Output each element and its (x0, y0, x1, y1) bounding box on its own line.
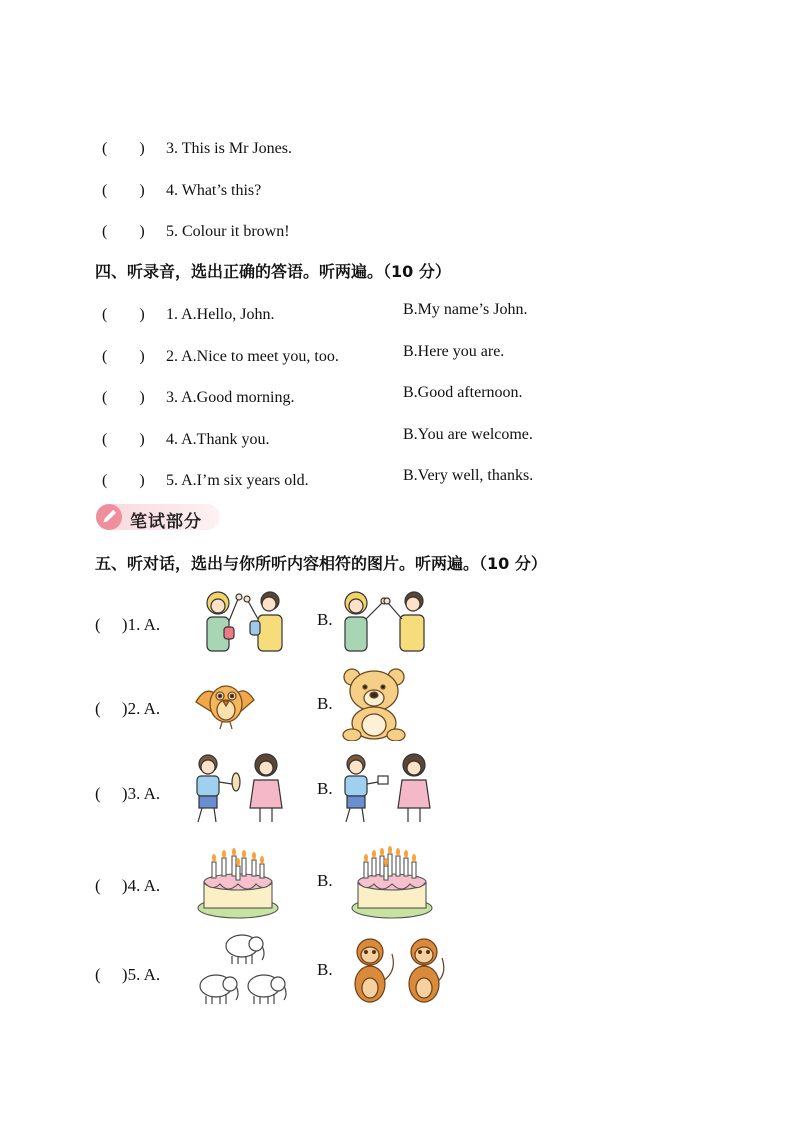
picture-question-5: ( )5. A. B. (95, 960, 333, 984)
picture-question-3: ( )3. A. B. (95, 779, 333, 803)
answer-blank[interactable]: ( ) (102, 348, 145, 365)
section-5-heading: 五、听对话，选出与你所听内容相符的图片。听两遍。（10 分） (95, 554, 547, 573)
answer-blank[interactable]: ( ) (102, 306, 145, 323)
answer-blank[interactable]: ( ) (102, 472, 145, 489)
option-b: B.My name’s John. (403, 301, 528, 318)
two-monkeys-picture[interactable] (348, 934, 448, 1006)
option-b: B.Good afternoon. (403, 384, 523, 401)
pencil-icon (96, 504, 122, 530)
option-a: A.Good morning. (181, 389, 295, 406)
option-b: B.You are welcome. (403, 426, 533, 443)
picture-question-4: ( )4. A. B. (95, 871, 333, 895)
boy-giving-ice-cream-picture[interactable] (190, 752, 286, 824)
option-a: A.Thank you. (181, 431, 270, 448)
cake-seven-candles-picture[interactable] (196, 842, 280, 920)
three-elephants-picture[interactable] (194, 932, 290, 1008)
picture-question-2: ( )2. A. B. (95, 694, 333, 718)
question-3-4: ( ) 4. What’s this? (102, 177, 261, 200)
question-3-3: ( ) 3. This is Mr Jones. (102, 135, 292, 158)
written-part-banner: 笔试部分 (96, 504, 220, 530)
bird-picture[interactable] (192, 672, 258, 732)
cake-eight-candles-picture[interactable] (350, 842, 434, 920)
answer-blank[interactable]: ( ) (102, 140, 145, 157)
section-4-heading: 四、听录音，选出正确的答语。听两遍。（10 分） (95, 262, 451, 281)
answer-blank[interactable]: ( ) (102, 223, 145, 240)
option-b: B.Very well, thanks. (403, 467, 534, 484)
question-4-3: ( ) 3. A.Good morning. B.Good afternoon. (102, 384, 523, 406)
kids-high-five-picture[interactable] (338, 587, 434, 653)
answer-blank[interactable]: ( ) (102, 389, 145, 406)
question-3-5: ( ) 5. Colour it brown! (102, 218, 290, 241)
answer-blank[interactable]: ( ) (102, 182, 145, 199)
question-4-5: ( ) 5. A.I’m six years old. B.Very well, thanks. (102, 467, 534, 489)
teddy-bear-picture[interactable] (338, 665, 410, 741)
question-4-2: ( ) 2. A.Nice to meet you, too. B.Here you are. (102, 343, 505, 365)
answer-blank[interactable]: ( ) (102, 431, 145, 448)
boy-giving-card-picture[interactable] (338, 752, 434, 824)
option-b: B.Here you are. (403, 343, 505, 360)
option-a: A.Nice to meet you, too. (181, 348, 339, 365)
question-4-1: ( ) 1. A.Hello, John. B.My name’s John. (102, 301, 528, 323)
option-a: A.I’m six years old. (181, 472, 309, 489)
option-a: A.Hello, John. (181, 306, 275, 323)
kids-waving-picture[interactable] (192, 587, 292, 653)
question-4-4: ( ) 4. A.Thank you. B.You are welcome. (102, 426, 533, 448)
picture-question-1: ( )1. A. B. (95, 610, 333, 634)
